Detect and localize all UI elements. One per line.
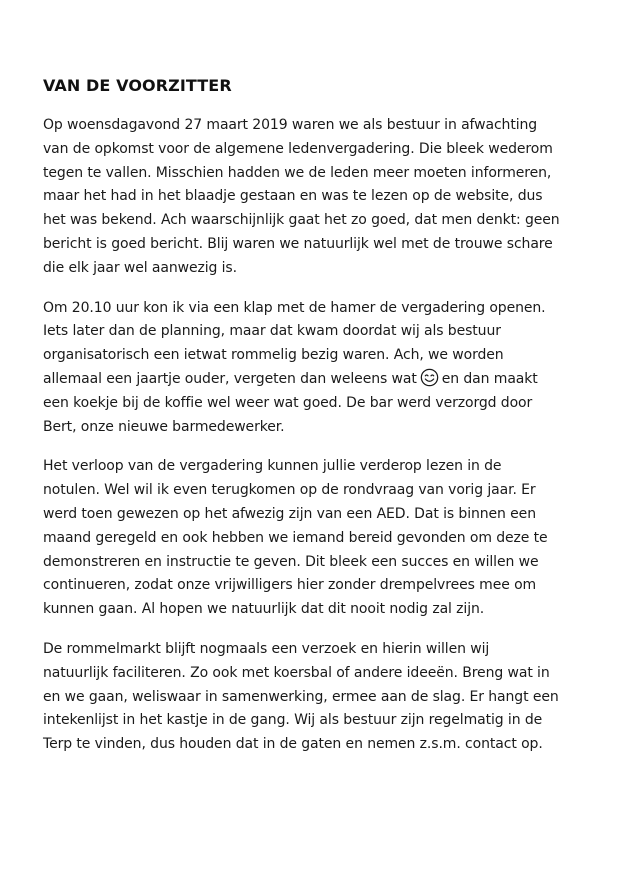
text-line: van de opkomst voor de algemene ledenvergadering. Die bleek wederom [43, 140, 553, 157]
text-line: organisatorisch een ietwat rommelig bezig waren. Ach, we worden [43, 347, 504, 364]
text-line: bericht is goed bericht. Blij waren we natuurlijk wel met de trouwe schare [43, 235, 553, 252]
text-line: continueren, zodat onze vrijwilligers hier zonder drempelvrees mee om [43, 577, 537, 594]
text-line: Op woensdagavond 27 maart 2019 waren we als bestuur in afwachting [43, 117, 538, 133]
text-line: werd toen gewezen op het afwezig zijn van een AED. Dat is binnen een [43, 505, 536, 522]
text-segment: en dan maakt [441, 370, 538, 387]
text-line: Bert, onze nieuwe barmedewerker. [43, 418, 285, 435]
text-line: Terp te vinden, dus houden dat in de gaten en nemen z.s.m. contact op. [43, 736, 543, 753]
paragraph-aed-followup [43, 455, 589, 622]
text-line: notulen. Wel wil ik even terugkomen op de rondvraag van vorig jaar. Er [43, 482, 536, 499]
text-line-with-smiley [43, 368, 589, 392]
text-line: maar het had in het blaadje gestaan en was te lezen op de website, dus [43, 188, 543, 205]
text-line: maand geregeld en ook hebben we iemand bereid gevonden om deze te [43, 529, 548, 546]
paragraph-agm-turnout [43, 114, 589, 281]
text-line: die elk jaar wel aanwezig is. [43, 259, 237, 276]
text-line: natuurlijk faciliteren. Zo ook met koersbal of andere ideeën. Breng wat in [43, 664, 550, 681]
text-line: intekenlijst in het kastje in de gang. Wij als bestuur zijn regelmatig in de [43, 712, 543, 729]
text-line: kunnen gaan. Al hopen we natuurlijk dat dit nooit nodig zal zijn. [43, 601, 485, 618]
text-line: Om 20.10 uur kon ik via een klap met de hamer de vergadering openen. [43, 299, 546, 316]
paragraph-meeting-opening [43, 297, 589, 440]
text-line: Iets later dan de planning, maar dat kwam doordat wij als bestuur [43, 323, 501, 340]
text-line: tegen te vallen. Misschien hadden we de leden meer moeten informeren, [43, 164, 552, 181]
text-line: het was bekend. Ach waarschijnlijk gaat het zo goed, dat men denkt: geen [43, 212, 560, 229]
text-line: Het verloop van de vergadering kunnen jullie verderop lezen in de [43, 458, 502, 475]
paragraph-rommelmarkt [43, 638, 589, 757]
smiley-face-icon [420, 368, 439, 387]
text-line: De rommelmarkt blijft nogmaals een verzoek en hierin willen wij [43, 640, 490, 657]
text-line: en we gaan, weliswaar in samenwerking, ermee aan de slag. Er hangt een [43, 688, 559, 705]
text-line: een koekje bij de koffie wel weer wat goed. De bar werd verzorgd door [43, 394, 533, 411]
text-segment: allemaal een jaartje ouder, vergeten dan weleens wat [43, 370, 417, 387]
page-title: VAN DE VOORZITTER [43, 76, 232, 95]
text-line: demonstreren en instructie te geven. Dit bleek een succes en willen we [43, 553, 539, 570]
